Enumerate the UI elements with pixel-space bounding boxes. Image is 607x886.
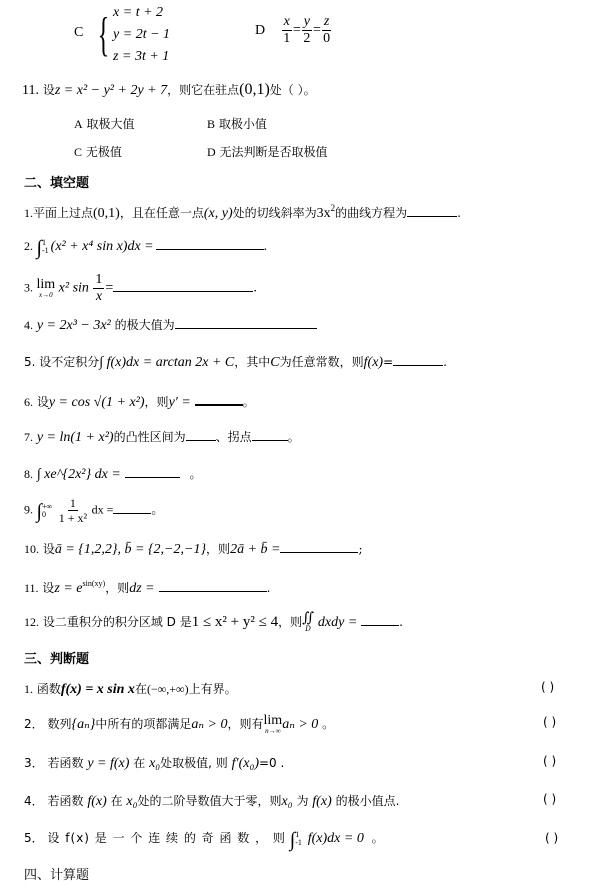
left-brace: { [97,8,110,61]
choice-d: D $\frac{x}{1}$ = $\frac{y}{2}$ = $\frac{z}{0}$ [255,14,331,46]
tf-item-1: 1. 函数f(x) = x sin x在(−∞,+∞)上有界。 [24,682,237,697]
section-title-calculation: 四、计算题 [24,868,90,883]
answer-blank[interactable] [113,280,253,292]
inflection-blank[interactable] [252,429,288,441]
fill-item-7: 7. y = ln(1 + x²)的凸性区间为 、拐点 。 [24,430,300,445]
answer-blank[interactable] [125,466,180,478]
tf-answer-1[interactable]: ( ) [541,680,555,694]
fill-item-10: 10. 设ā = {1,2,2}, b̄ = {2,−2,−1}，则2ā + b̄ = ; [24,542,363,557]
section-title-fill-in: 二、填空题 [24,176,90,191]
section-title-true-false: 三、判断题 [24,652,90,667]
fraction-y: $\frac{y}{2}$ [303,14,311,46]
integral-sign: ∫ [289,829,296,851]
tf-item-3: 3． 若函数 y = f(x) 在 x₀处取极值, 则 f′(x₀)=0 . [24,756,285,771]
q11-option-d: D 无法判断是否取极值 [207,145,328,159]
system-line-3: z = 3t + 1 [113,49,170,64]
fill-item-5: 5. 设不定积分∫ f(x)dx = arctan 2x + C，其中C为任意常数，则f(x)= . [24,355,447,370]
answer-blank[interactable] [113,502,151,514]
answer-blank[interactable] [195,393,243,406]
q11-option-c: C 无极值 [74,145,122,159]
fill-item-4: 4. y = 2x³ − 3x² 的极大值为 [24,316,317,334]
answer-blank[interactable] [361,614,399,626]
tf-item-4: 4． 若函数 f(x) 在 x₀处的二阶导数值大于零，则x₀ 为 f(x) 的极小值点. [24,794,400,809]
answer-blank[interactable] [393,354,443,366]
fill-item-6: 6. 设y = cos √(1 + x²)，则y′ = 。 [24,395,255,410]
q11-option-b: B 取极小值 [207,117,267,131]
convexity-blank[interactable] [186,429,216,441]
choice-c-label: C [74,25,84,40]
fill-item-9: 9. ∫ +∞ 0 $\frac{1}{\text{1 + x²}}$ dx = 。 [24,496,164,525]
fill-item-1: 1.平面上过点(0,1)，且在任意一点(x, y)处的切线斜率为$3x^2$的曲线方程为 . [24,203,461,221]
fill-item-3: 3. lim x→0 x² sin $\frac{1}{x}$ = . [24,272,257,304]
tf-item-2: 2． 数列{aₙ}中所有的项都满足aₙ > 0，则有 lim n→∞ aₙ > 0 。 [24,713,335,735]
fraction-x: $\frac{x}{1}$ [283,14,291,46]
answer-blank[interactable] [159,580,267,592]
integral-sign: ∫ [36,500,42,523]
fraction-z: $\frac{z}{0}$ [323,14,331,46]
fill-item-8: 8. ∫ xe^{2x²} dx = 。 [24,467,202,482]
system-line-1: x = t + 2 [113,5,164,20]
tf-answer-4[interactable]: ( ) [543,792,557,806]
tf-answer-5[interactable]: ( ) [545,831,559,845]
answer-blank[interactable] [175,317,317,329]
system-line-2: y = 2t − 1 [113,27,171,42]
answer-blank[interactable] [407,205,457,217]
answer-blank[interactable] [156,238,264,250]
question-11: 11. 设z = x² − y² + 2y + 7，则它在驻点(0,1)处（ ）。 [22,81,316,98]
fill-item-12: 12. 设二重积分的积分区域 D 是1 ≤ x² + y² ≤ 4，则 ∬ D dxdy = . [24,611,403,633]
q11-option-a: A 取极大值 [74,117,135,131]
answer-blank[interactable] [280,541,358,553]
tf-item-5: 5． 设 f(x) 是 一 个 连 续 的 奇 函 数 ， 则 ∫ 1 -1 f(x)dx = 0 。 [24,829,384,851]
fill-item-2: 2. ∫ 1 -1 (x² + x⁴ sin x)dx = . [24,237,268,259]
tf-answer-2[interactable]: ( ) [543,715,557,729]
function-expr: z = x² − y² + 2y + 7 [54,83,168,98]
parametric-system [92,2,170,68]
fill-item-11: 11. 设$z = e^{sin(xy)}$，则dz = . [24,579,271,596]
tf-answer-3[interactable]: ( ) [543,754,557,768]
choice-d-label: D [255,22,266,38]
integral-sign: ∫ [36,237,42,259]
